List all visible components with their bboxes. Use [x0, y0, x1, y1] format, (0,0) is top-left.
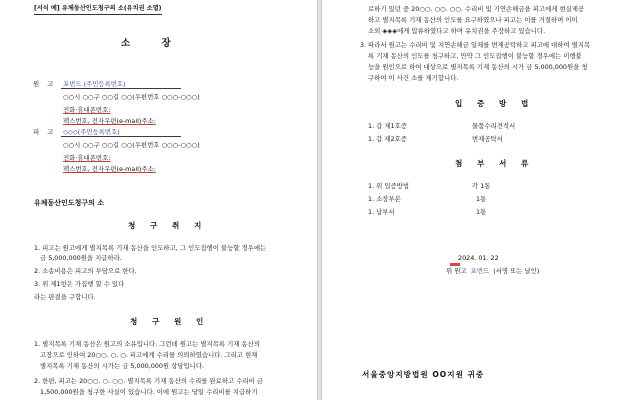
continuation-line-4: 3. 따라서 원고는 수리비 및 지연손해금 일체를 변제공탁하고 피고에 대하여 별지목 [360, 41, 591, 49]
defendant-name: ◇◇◇(주민등록번호) [63, 128, 120, 136]
attachments-title: 첨 부 서 류 [455, 159, 535, 168]
continuation-line-6: 능을 원인으로 하여 대상으로 별지목록 기재 동산의 시가 금 5,000,000원을 청 [368, 63, 588, 71]
evidence-desc-2: 변제공탁서 [472, 135, 503, 143]
form-header: [서식 예] 유체동산인도청구의 소(유치권 소멸) [34, 5, 162, 15]
document-page-right [322, 0, 640, 400]
filing-date: 2024. 01. 22 [458, 254, 499, 262]
continuation-line-7: 구하여 이 사건 소를 제기합니다. [368, 74, 459, 82]
plaintiff-name-underline [61, 88, 181, 89]
signature-highlight-mark [450, 263, 460, 266]
claim-cause-line-3: 별지목록 기재 동산의 시가는 금 5,000,000원 상당입니다. [40, 362, 205, 370]
signer-label: 위 원고 [446, 267, 467, 275]
defendant-fax-email: 팩스번호, 전자우편(e-mail)주소: [63, 165, 156, 173]
evidence-no-2: 1. 갑 제2호증 [368, 135, 407, 143]
plaintiff-phone: 전화·휴대폰번호: [63, 106, 111, 114]
plaintiff-address: ○○시 ○○구 ○○길 ○○(우편번호 ○○○-○○○) [63, 93, 200, 101]
continuation-line-3: 소외 ◈◈◈에게 압류하였다고 하며 유치권을 주장하고 있습니다. [368, 27, 546, 35]
attachment-count-1: 각 1통 [472, 182, 491, 190]
defendant-label: 피 고 [33, 128, 57, 136]
claim-purpose-line-1: 1. 피고는 원고에게 별지목록 기재 동산을 인도하고, 그 인도집행이 불능할 경우에는 [34, 244, 267, 252]
plaintiff-fax-email: 팩스번호, 전자우편(e-mail)주소: [63, 117, 156, 125]
defendant-address: ○○시 ○○구 ○○길 ○○(우편번호 ○○○-○○○) [63, 141, 200, 149]
claim-cause-title: 청 구 원 인 [130, 317, 210, 326]
attachment-name-3: 1. 납부서 [368, 208, 395, 216]
claim-cause-line-1: 1. 별지목록 기재 동산은 원고의 소유입니다. 그런데 원고는 별지목록 기재 동산의 [34, 340, 260, 348]
court-name: 서울중앙지방법원 OO지원 귀중 [362, 370, 485, 379]
claim-cause-line-5: 1,500,000원을 청구한 사실이 있습니다. 이에 원고는 당일 수리비를 지급하기 [40, 388, 258, 396]
evidence-no-1: 1. 갑 제1호증 [368, 122, 407, 130]
plaintiff-label: 원 고 [33, 80, 57, 88]
continuation-line-2: 하고 별지목록 기재 동산의 인도를 요구하였으나 피고는 이를 거절하며 이미 [368, 16, 578, 24]
attachment-count-2: 1통 [476, 195, 487, 203]
case-name: 유체동산인도청구의 소 [34, 199, 105, 207]
attachment-name-2: 1. 소장부본 [368, 195, 401, 203]
continuation-line-1: 로하기 있던 중 20○○. ○○. ○○. 수리비 및 기연손해금을 피고에게 현실제공 [368, 5, 585, 13]
document-page-left [0, 0, 317, 400]
claim-purpose-line-5: 라는 판결을 구합니다. [34, 293, 96, 301]
evidence-title: 입 증 방 법 [455, 99, 535, 108]
signer-name: 포번드 [470, 267, 490, 275]
attachment-name-1: 1. 위 입증방법 [368, 182, 410, 190]
signer-note: (서명 또는 날인) [493, 267, 540, 275]
claim-purpose-line-2: 금 5,000,000원을 지급하라. [40, 254, 122, 262]
defendant-name-underline [61, 136, 181, 137]
claim-purpose-line-4: 3. 위 제1항은 가집행 할 수 있다 [34, 280, 125, 288]
claim-cause-line-4: 2. 한편, 피고는 20○○. ○. ○○. 별지목록 기재 동산의 수리를 완료하고 수리비 금 [34, 377, 263, 385]
signature-line [446, 267, 539, 275]
claim-purpose-line-3: 2. 소송비용은 피고의 부담으로 한다. [34, 267, 137, 275]
document-title: 소 장 [121, 38, 185, 49]
continuation-line-5: 록 기재 동산의 인도를 청구하고, 만약 그 인도집행이 불능할 경우에는 이행불 [368, 52, 582, 60]
defendant-phone: 전화·휴대폰번호: [63, 154, 111, 162]
evidence-desc-1: 물품수리견적서 [472, 122, 516, 130]
attachment-count-3: 1통 [476, 208, 487, 216]
claim-cause-line-2: 고장으로 인하여 20○○. ○. ○. 피고에게 수리를 의뢰하였습니다. 그리고 현재 [40, 351, 258, 359]
plaintiff-name: 포번드 (주민등록번호) [63, 80, 126, 88]
claim-purpose-title: 청 구 취 지 [128, 221, 208, 230]
